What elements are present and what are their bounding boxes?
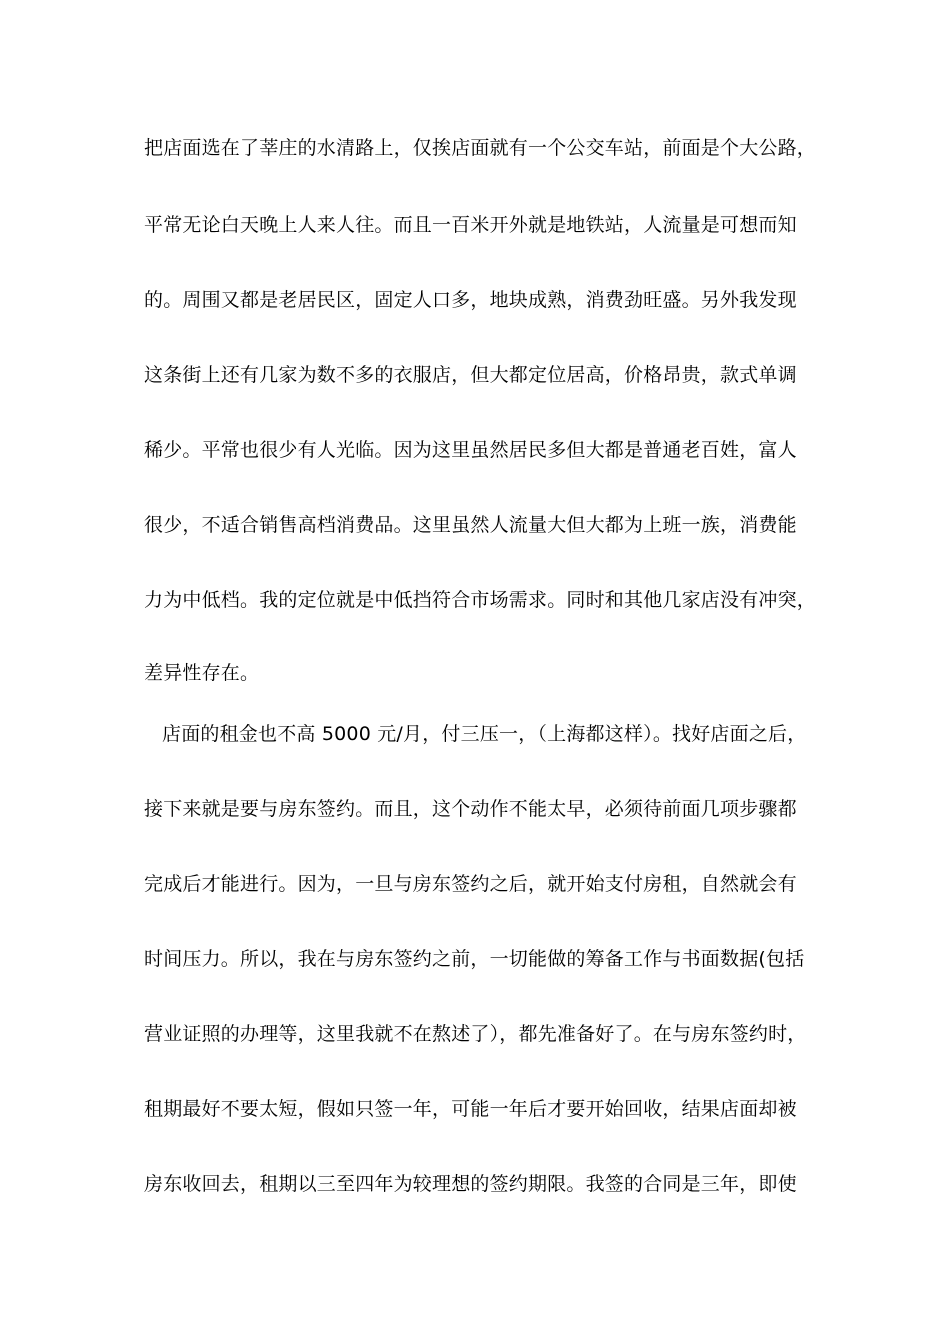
text-line: 力为中低档。我的定位就是中低挡符合市场需求。同时和其他几家店没有冲突， [144,589,817,611]
text-line: 稀少。平常也很少有人光临。因为这里虽然居民多但大都是普通老百姓，富人 [144,439,797,461]
text-line: 营业证照的办理等，这里我就不在熬述了），都先准备好了。在与房东签约时， [144,1023,807,1045]
text-line: 把店面选在了莘庄的水清路上，仅挨店面就有一个公交车站，前面是个大公路， [144,137,817,159]
text-line: 时间压力。所以，我在与房东签约之前，一切能做的筹备工作与书面数据(包括 [144,948,805,970]
text-line: 完成后才能进行。因为，一旦与房东签约之后，就开始支付房租，自然就会有 [144,873,797,895]
text-line: 平常无论白天晚上人来人往。而且一百米开外就是地铁站，人流量是可想而知 [144,214,797,236]
paragraph-first-line: 店面的租金也不高 5000 元/月，付三压一，（上海都这样）。找好店面之后， [162,723,807,745]
text-line: 这条街上还有几家为数不多的衣服店，但大都定位居高，价格昂贵，款式单调 [144,364,797,386]
text-line: 很少，不适合销售高档消费品。这里虽然人流量大但大都为上班一族，消费能 [144,514,797,536]
text-line: 房东收回去，租期以三至四年为较理想的签约期限。我签的合同是三年，即使 [144,1173,797,1195]
text-line: 接下来就是要与房东签约。而且，这个动作不能太早，必须待前面几项步骤都 [144,798,797,820]
text-line: 差异性存在。 [144,662,260,684]
text-line: 的。周围又都是老居民区，固定人口多，地块成熟，消费劲旺盛。另外我发现 [144,289,797,311]
text-line: 租期最好不要太短，假如只签一年，可能一年后才要开始回收，结果店面却被 [144,1098,797,1120]
